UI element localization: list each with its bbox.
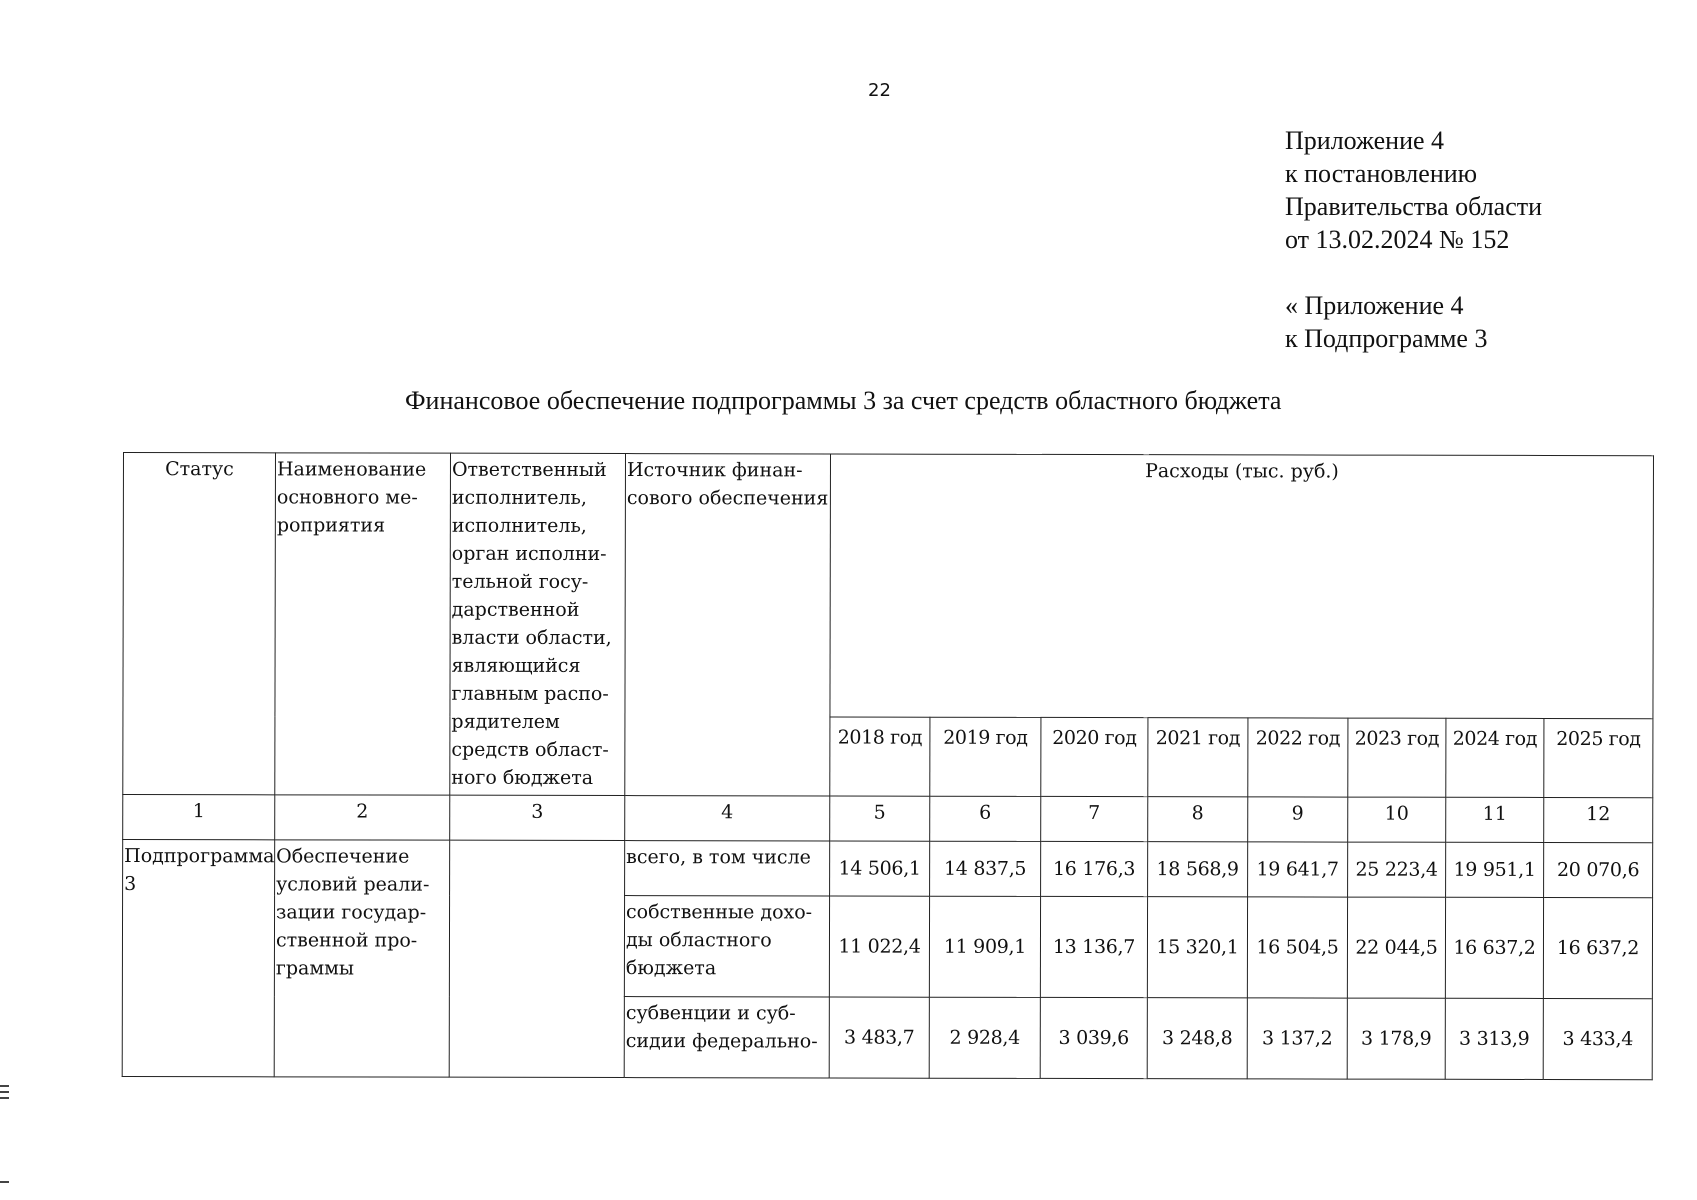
index-cell: 7 bbox=[1041, 796, 1148, 841]
appendix-block bbox=[1285, 124, 1542, 355]
value-cell: 19 641,7 bbox=[1248, 842, 1348, 897]
value-cell: 3 039,6 bbox=[1040, 997, 1147, 1078]
index-cell: 2 bbox=[275, 795, 450, 840]
header-source: Источник финан-сового обеспечения bbox=[625, 454, 831, 796]
source-cell: субвенции и суб-сидии федерально- bbox=[624, 997, 829, 1078]
table-row bbox=[123, 840, 1653, 898]
index-row bbox=[123, 795, 1653, 843]
index-cell: 12 bbox=[1544, 797, 1653, 842]
index-cell: 6 bbox=[930, 796, 1041, 841]
value-cell: 2 928,4 bbox=[929, 997, 1040, 1078]
header-year: 2020 год bbox=[1041, 717, 1148, 796]
financing-table bbox=[122, 452, 1654, 1080]
value-cell: 16 637,2 bbox=[1445, 897, 1543, 998]
index-cell: 11 bbox=[1446, 797, 1544, 842]
binding-margin-mark bbox=[0, 1085, 9, 1087]
value-cell: 16 504,5 bbox=[1247, 897, 1347, 998]
header-year: 2021 год bbox=[1148, 718, 1248, 797]
appendix-gap bbox=[1285, 256, 1542, 289]
header-year: 2023 год bbox=[1348, 718, 1446, 797]
binding-margin-mark bbox=[0, 1097, 9, 1099]
header-year: 2025 год bbox=[1544, 718, 1653, 797]
header-status: Статус bbox=[123, 453, 276, 795]
value-cell: 25 223,4 bbox=[1348, 842, 1446, 897]
index-cell: 3 bbox=[450, 795, 625, 840]
header-year: 2018 год bbox=[830, 717, 930, 796]
value-cell: 14 506,1 bbox=[830, 841, 930, 896]
source-cell: всего, в том числе bbox=[625, 841, 830, 896]
document-title: Финансовое обеспечение подпрограммы 3 за счет средств областного бюджета bbox=[405, 386, 1282, 415]
page-number: 22 bbox=[868, 80, 891, 101]
header-executor: Ответственный исполнитель, исполнитель, орган исполни-тельной госу-дарственной власти области, являющийся главным распо-рядителем средств област-ного бюджета bbox=[450, 453, 626, 795]
value-cell: 3 483,7 bbox=[829, 997, 929, 1078]
value-cell: 18 568,9 bbox=[1148, 842, 1248, 897]
value-cell: 13 136,7 bbox=[1040, 896, 1147, 997]
value-cell: 16 176,3 bbox=[1041, 841, 1148, 896]
appendix-line: к постановлению bbox=[1285, 159, 1478, 188]
value-cell: 22 044,5 bbox=[1347, 897, 1445, 998]
header-name: Наименование основного ме-роприятия bbox=[275, 453, 451, 795]
value-cell: 3 178,9 bbox=[1347, 998, 1445, 1079]
value-cell: 3 137,2 bbox=[1247, 998, 1347, 1079]
value-cell: 3 313,9 bbox=[1445, 998, 1543, 1079]
status-cell: Подпрограмма 3 bbox=[122, 840, 274, 1077]
value-cell: 19 951,1 bbox=[1446, 842, 1544, 897]
binding-margin-mark bbox=[0, 1181, 9, 1183]
value-cell: 3 248,8 bbox=[1147, 998, 1247, 1079]
value-cell: 15 320,1 bbox=[1147, 897, 1247, 998]
value-cell: 20 070,6 bbox=[1544, 842, 1653, 897]
index-cell: 10 bbox=[1348, 797, 1446, 842]
appendix-line: от 13.02.2024 № 152 bbox=[1285, 225, 1510, 254]
appendix-line: Приложение 4 bbox=[1285, 126, 1445, 155]
appendix-sub-line: « Приложение 4 bbox=[1285, 291, 1464, 320]
value-cell: 14 837,5 bbox=[930, 841, 1041, 896]
value-cell: 3 433,4 bbox=[1543, 998, 1652, 1079]
header-row-top bbox=[123, 453, 1654, 719]
binding-margin-mark bbox=[0, 1091, 9, 1093]
value-cell: 11 022,4 bbox=[829, 896, 929, 997]
header-year: 2019 год bbox=[930, 717, 1041, 796]
index-cell: 9 bbox=[1248, 797, 1348, 842]
appendix-line: Правительства области bbox=[1285, 192, 1543, 221]
source-cell: собственные дохо-ды областного бюджета bbox=[624, 896, 829, 997]
index-cell: 1 bbox=[123, 795, 275, 840]
value-cell: 16 637,2 bbox=[1543, 897, 1652, 998]
index-cell: 8 bbox=[1148, 797, 1248, 842]
header-expenses: Расходы (тыс. руб.) bbox=[830, 454, 1654, 719]
measure-name-cell: Обеспечение условий реали-зации государ-ственной про-граммы bbox=[274, 840, 449, 1077]
appendix-sub-line: к Подпрограмме 3 bbox=[1285, 324, 1488, 353]
index-cell: 5 bbox=[830, 796, 930, 841]
executor-cell bbox=[449, 840, 624, 1077]
index-cell: 4 bbox=[625, 796, 830, 841]
header-year: 2024 год bbox=[1446, 718, 1544, 797]
value-cell: 11 909,1 bbox=[929, 896, 1040, 997]
header-year: 2022 год bbox=[1248, 718, 1348, 797]
